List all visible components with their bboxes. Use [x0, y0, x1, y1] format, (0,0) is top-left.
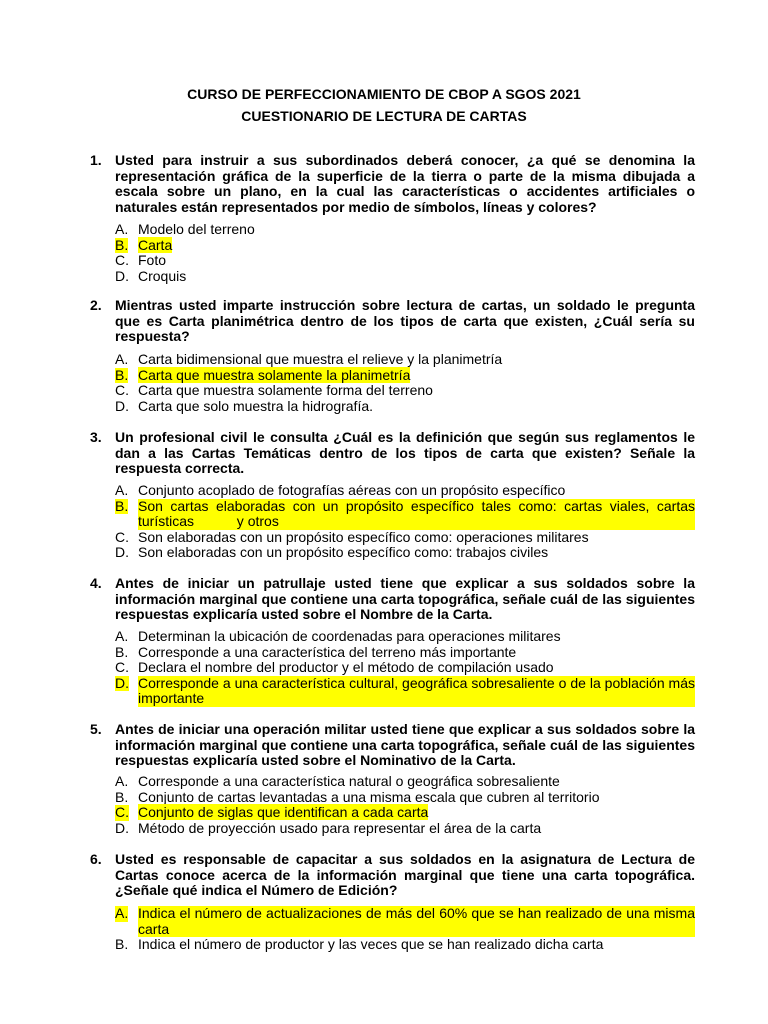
- option-text: Carta que muestra solamente la planimetría: [138, 366, 411, 383]
- option-text: Declara el nombre del productor y el método de compilación usado: [138, 659, 554, 675]
- question-1: [90, 153, 695, 215]
- option-letter: A.: [115, 773, 129, 789]
- option-letter: B.: [115, 643, 129, 660]
- option-text: Foto: [138, 252, 167, 268]
- option-letter: A.: [115, 628, 129, 644]
- option-letter: D.: [115, 267, 129, 284]
- option-letter: B.: [115, 936, 129, 952]
- question-number: 5.: [90, 721, 102, 737]
- option-text: Carta que solo muestra la hidrografía.: [138, 397, 374, 414]
- option-letter: B.: [115, 497, 129, 514]
- question-2: [90, 298, 695, 345]
- question-3: [90, 430, 695, 477]
- question-number: 2.: [90, 297, 102, 313]
- option-c: [115, 253, 695, 269]
- option-d: [115, 545, 695, 561]
- option-text: Carta que muestra solamente forma del terreno: [138, 382, 433, 398]
- option-c: [115, 530, 695, 546]
- option-text: Corresponde a una característica cultural, geográfica sobresaliente o de la población más importante: [138, 674, 695, 706]
- option-c-correct: [115, 805, 695, 821]
- option-b-correct: [115, 238, 695, 254]
- option-letter: B.: [115, 236, 129, 253]
- option-d: [115, 821, 695, 837]
- question-6-options: [115, 906, 695, 953]
- question-5: [90, 722, 695, 769]
- option-b: [115, 790, 695, 806]
- question-1-options: [115, 222, 695, 284]
- option-letter: C.: [115, 252, 129, 268]
- option-text: Modelo del terreno: [138, 221, 255, 237]
- option-text: Conjunto de siglas que identifican a cada carta: [138, 804, 429, 820]
- option-letter: C.: [115, 804, 129, 820]
- questionnaire-title: CUESTIONARIO DE LECTURA DE CARTAS: [241, 108, 527, 124]
- option-text: Determinan la ubicación de coordenadas para operaciones militares: [138, 628, 561, 644]
- option-a: [115, 222, 695, 238]
- option-letter: C.: [115, 659, 129, 675]
- option-letter: A.: [115, 351, 129, 367]
- question-text: Usted para instruir a sus subordinados deberá conocer, ¿a qué se denomina la representación gráfica de la superficie de la tierra o parte de la misma dibujada a escala sobre un plano, en la cual las características o accidentes artificiales o naturales están representados por medio de símbolos, líneas y colores?: [115, 152, 695, 215]
- question-5-options: [115, 774, 695, 836]
- option-letter: A.: [115, 482, 129, 498]
- option-a: [115, 629, 695, 645]
- option-text: Corresponde a una característica natural o geográfica sobresaliente: [138, 773, 560, 789]
- question-6: [90, 852, 695, 899]
- question-number: 1.: [90, 152, 102, 168]
- option-c: [115, 660, 695, 676]
- option-d-correct: [115, 676, 695, 707]
- question-text: Antes de iniciar un patrullaje usted tiene que explicar a sus soldados sobre la información marginal que contiene una carta topográfica, señale cuál de las siguientes respuestas explicaría usted sobre el Nombre de la Carta.: [115, 575, 695, 622]
- question-number: 4.: [90, 575, 102, 591]
- option-text: Indica el número de productor y las veces que se han realizado dicha carta: [138, 936, 604, 952]
- option-b: [115, 645, 695, 661]
- question-text: Antes de iniciar una operación militar usted tiene que explicar a sus soldados sobre la información marginal que contiene una carta topográfica, señale cuál de las siguientes respuestas explicaría usted sobre el Nominativo de la Carta.: [115, 721, 695, 768]
- option-text: Carta: [138, 236, 173, 253]
- option-text: Carta bidimensional que muestra el relieve y la planimetría: [138, 351, 503, 367]
- option-text: Croquis: [138, 267, 187, 284]
- option-text: Conjunto de cartas levantadas a una misma escala que cubren al territorio: [138, 788, 600, 805]
- option-a: [115, 483, 695, 499]
- question-number: 3.: [90, 429, 102, 445]
- option-letter: A.: [115, 905, 129, 921]
- question-4-options: [115, 629, 695, 707]
- option-b-correct: [115, 368, 695, 384]
- option-text: Son elaboradas con un propósito específico como: trabajos civiles: [138, 544, 549, 560]
- option-c: [115, 383, 695, 399]
- question-text: Mientras usted imparte instrucción sobre lectura de cartas, un soldado le pregunta que es Carta planimétrica dentro de los tipos de carta que existen, ¿Cuál sería su respuesta?: [115, 297, 695, 344]
- option-letter: D.: [115, 544, 129, 560]
- question-text: Usted es responsable de capacitar a sus soldados en la asignatura de Lectura de Cartas conoce acerca de la información marginal que tiene una carta topográfica. ¿Señale qué indica el Número de Edición?: [115, 851, 695, 898]
- option-b-correct: [115, 497, 699, 530]
- option-text: Son cartas elaboradas con un propósito específico tales como: cartas viales, cartas turísticas y otros: [138, 497, 699, 529]
- option-letter: C.: [115, 382, 129, 398]
- course-title: CURSO DE PERFECCIONAMIENTO DE CBOP A SGOS 2021: [187, 86, 581, 102]
- option-letter: D.: [115, 397, 129, 414]
- option-a: [115, 774, 695, 790]
- question-2-options: [115, 352, 695, 414]
- option-letter: D.: [115, 674, 129, 691]
- option-text: Indica el número de actualizaciones de más del 60% que se han realizado de una misma carta: [138, 905, 695, 937]
- question-number: 6.: [90, 851, 102, 867]
- option-d: [115, 399, 695, 415]
- option-letter: A.: [115, 221, 129, 237]
- question-4: [90, 576, 695, 623]
- option-a: [115, 352, 695, 368]
- question-text: Un profesional civil le consulta ¿Cuál es la definición que según sus reglamentos le dan a las Cartas Temáticas dentro de los tipos de carta que existen? Señale la respuesta correcta.: [115, 429, 695, 476]
- option-d: [115, 269, 695, 285]
- option-b: [115, 937, 695, 953]
- option-a-correct: [115, 906, 695, 937]
- option-letter: D.: [115, 819, 129, 836]
- option-text: Son elaboradas con un propósito específico como: operaciones militares: [138, 528, 589, 545]
- option-text: Método de proyección usado para representar el área de la carta: [138, 819, 542, 836]
- option-text: Corresponde a una característica del terreno más importante: [138, 643, 517, 660]
- option-text: Conjunto acoplado de fotografías aéreas con un propósito específico: [138, 482, 566, 498]
- question-3-options: [115, 482, 699, 561]
- option-letter: B.: [115, 366, 129, 383]
- option-letter: C.: [115, 528, 129, 545]
- option-letter: B.: [115, 788, 129, 805]
